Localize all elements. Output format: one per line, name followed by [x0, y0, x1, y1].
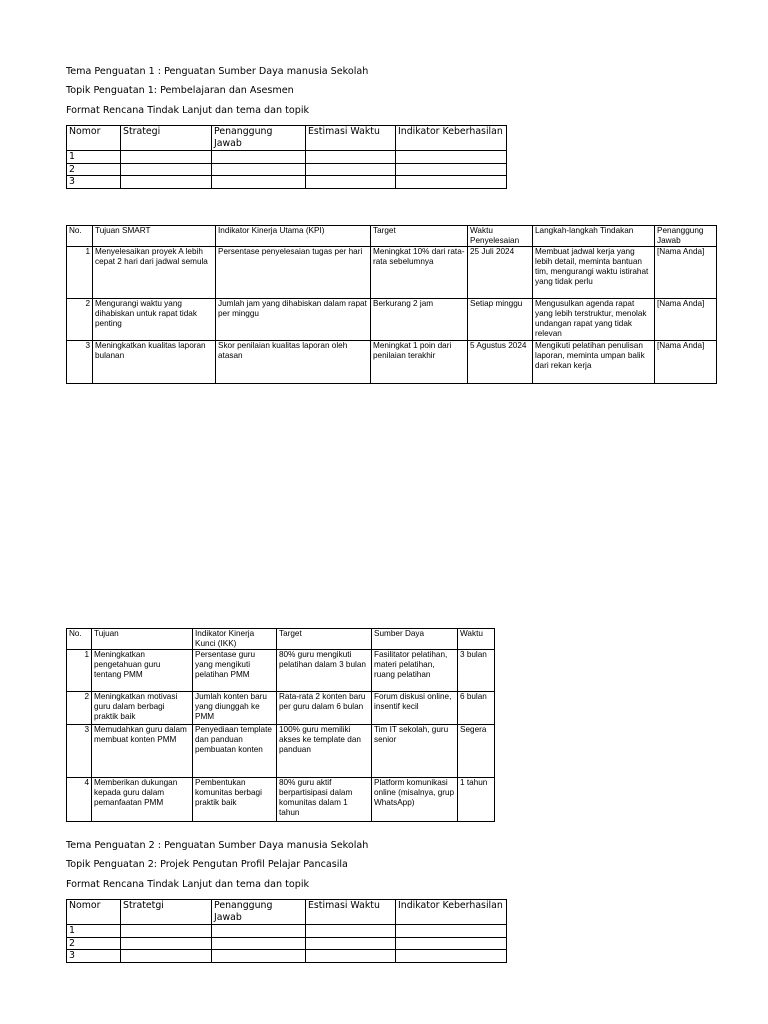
header-cell: Nomor — [67, 900, 121, 925]
table-cell — [396, 176, 507, 189]
table-cell: Forum diskusi online, insentif kecil — [372, 692, 458, 725]
table-cell: 1 — [67, 650, 92, 692]
table-cell — [212, 151, 306, 164]
table-cell: Jumlah jam yang dihabiskan dalam rapat per minggu — [216, 299, 371, 341]
header-cell: Langkah-langkah Tindakan — [533, 226, 655, 247]
table-cell: Membuat jadwal kerja yang lebih detail, meminta bantuan tim, mengurangi waktu istirahat yang tidak perlu — [533, 247, 655, 299]
header-cell: Indikator Kinerja Kunci (IKK) — [193, 629, 277, 650]
table-cell — [396, 163, 507, 176]
header-cell: Indikator Kinerja Utama (KPI) — [216, 226, 371, 247]
table-cell — [306, 950, 396, 963]
table-cell: Meningkat 1 poin dari penilaian terakhir — [371, 341, 468, 384]
header-cell: Target — [371, 226, 468, 247]
table-row — [67, 925, 507, 938]
table-cell: Mengusulkan agenda rapat yang lebih terstruktur, menolak undangan rapat yang tidak relevan — [533, 299, 655, 341]
table-cell: Meningkatkan motivasi guru dalam berbagi praktik baik — [92, 692, 193, 725]
table-cell: Memudahkan guru dalam membuat konten PMM — [92, 725, 193, 778]
table-cell — [212, 176, 306, 189]
smart-table — [66, 225, 717, 384]
table-cell: [Nama Anda] — [655, 247, 717, 299]
table-cell — [396, 925, 507, 938]
table-row — [67, 725, 495, 778]
section1-topik: Topik Penguatan 1: Pembelajaran dan Asesmen — [66, 85, 294, 96]
table-cell — [121, 163, 212, 176]
header-cell: Target — [277, 629, 372, 650]
table-cell: Platform komunikasi online (misalnya, grup WhatsApp) — [372, 778, 458, 822]
table-header-row — [67, 126, 507, 151]
table-cell: 1 — [67, 151, 121, 164]
table-cell — [306, 925, 396, 938]
table-cell: Mengurangi waktu yang dihabiskan untuk rapat tidak penting — [93, 299, 216, 341]
section2-topik: Topik Penguatan 2: Projek Pengutan Profil Pelajar Pancasila — [66, 859, 348, 870]
table-cell — [306, 176, 396, 189]
header-cell: Penanggung Jawab — [212, 900, 306, 925]
table-cell — [212, 163, 306, 176]
table-cell: Setiap minggu — [468, 299, 533, 341]
table-cell — [396, 151, 507, 164]
table-cell: 80% guru mengikuti pelatihan dalam 3 bulan — [277, 650, 372, 692]
rtl-table-2 — [66, 899, 507, 963]
table-cell: Skor penilaian kualitas laporan oleh atasan — [216, 341, 371, 384]
header-cell: Indikator Keberhasilan — [396, 126, 507, 151]
section1-tema: Tema Penguatan 1 : Penguatan Sumber Daya manusia Sekolah — [66, 66, 369, 77]
table-cell — [306, 163, 396, 176]
table-cell: Persentase guru yang mengikuti pelatihan PMM — [193, 650, 277, 692]
table-cell: 80% guru aktif berpartisipasi dalam komunitas dalam 1 tahun — [277, 778, 372, 822]
header-cell: Waktu Penyelesaian — [468, 226, 533, 247]
table-row — [67, 163, 507, 176]
table-header-row — [67, 629, 495, 650]
table-header-row — [67, 900, 507, 925]
table-cell: Segera — [458, 725, 495, 778]
header-cell: No. — [67, 226, 93, 247]
table-row — [67, 778, 495, 822]
header-cell: Nomor — [67, 126, 121, 151]
table-cell — [396, 937, 507, 950]
table-cell: 25 Juli 2024 — [468, 247, 533, 299]
header-cell: Indikator Keberhasilan — [396, 900, 507, 925]
header-cell: Tujuan SMART — [93, 226, 216, 247]
header-cell: Penanggung Jawab — [655, 226, 717, 247]
table-cell — [396, 950, 507, 963]
header-cell: Stratetgi — [121, 900, 212, 925]
table-cell: Meningkatkan pengetahuan guru tentang PMM — [92, 650, 193, 692]
table-cell — [212, 950, 306, 963]
table-cell: Berkurang 2 jam — [371, 299, 468, 341]
table-cell: Persentase penyelesaian tugas per hari — [216, 247, 371, 299]
table-row — [67, 650, 495, 692]
table-cell: Memberikan dukungan kepada guru dalam pemanfaatan PMM — [92, 778, 193, 822]
table-cell: [Nama Anda] — [655, 299, 717, 341]
table-cell: Menyelesaikan proyek A lebih cepat 2 hari dari jadwal semula — [93, 247, 216, 299]
table-cell: Pembentukan komunitas berbagi praktik baik — [193, 778, 277, 822]
table-cell: 6 bulan — [458, 692, 495, 725]
table-cell: Tim IT sekolah, guru senior — [372, 725, 458, 778]
table-row — [67, 341, 717, 384]
table-cell — [121, 925, 212, 938]
table-cell — [306, 937, 396, 950]
header-cell: Tujuan — [92, 629, 193, 650]
pmm-table — [66, 628, 495, 822]
table-row — [67, 692, 495, 725]
table-cell: 4 — [67, 778, 92, 822]
table-cell: 1 — [67, 925, 121, 938]
table-cell: Meningkatkan kualitas laporan bulanan — [93, 341, 216, 384]
table-cell: 2 — [67, 299, 93, 341]
header-cell: Strategi — [121, 126, 212, 151]
table-cell: 2 — [67, 937, 121, 950]
table-cell: Jumlah konten baru yang diunggah ke PMM — [193, 692, 277, 725]
section1-format: Format Rencana Tindak Lanjut dan tema dan topik — [66, 105, 310, 116]
table-row — [67, 247, 717, 299]
header-cell: Penanggung Jawab — [212, 126, 306, 151]
table-cell: 3 — [67, 950, 121, 963]
rtl-table-1 — [66, 125, 507, 189]
header-cell: Sumber Daya — [372, 629, 458, 650]
table-cell: 2 — [67, 692, 92, 725]
table-cell — [121, 176, 212, 189]
table-cell — [212, 937, 306, 950]
table-cell: 2 — [67, 163, 121, 176]
table-row — [67, 937, 507, 950]
table-cell: 3 — [67, 341, 93, 384]
table-cell: Meningkat 10% dari rata-rata sebelumnya — [371, 247, 468, 299]
table-cell: 5 Agustus 2024 — [468, 341, 533, 384]
table-cell — [121, 151, 212, 164]
table-row — [67, 151, 507, 164]
table-cell: 100% guru memiliki akses ke template dan panduan — [277, 725, 372, 778]
table-cell: 1 tahun — [458, 778, 495, 822]
header-cell: Estimasi Waktu — [306, 126, 396, 151]
table-cell — [306, 151, 396, 164]
table-cell — [121, 950, 212, 963]
table-cell — [121, 937, 212, 950]
header-cell: Waktu — [458, 629, 495, 650]
header-cell: Estimasi Waktu — [306, 900, 396, 925]
table-cell: Penyediaan template dan panduan pembuatan konten — [193, 725, 277, 778]
header-cell: No. — [67, 629, 92, 650]
table-cell — [212, 925, 306, 938]
table-row — [67, 950, 507, 963]
section2-format: Format Rencana Tindak Lanjut dan tema dan topik — [66, 879, 310, 890]
table-row — [67, 176, 507, 189]
table-cell: Mengikuti pelatihan penulisan laporan, meminta umpan balik dari rekan kerja — [533, 341, 655, 384]
table-cell: Fasilitator pelatihan, materi pelatihan, ruang pelatihan — [372, 650, 458, 692]
table-cell: 3 — [67, 725, 92, 778]
table-cell: [Nama Anda] — [655, 341, 717, 384]
table-cell: Rata-rata 2 konten baru per guru dalam 6 bulan — [277, 692, 372, 725]
table-cell: 3 — [67, 176, 121, 189]
table-cell: 1 — [67, 247, 93, 299]
table-row — [67, 299, 717, 341]
table-cell: 3 bulan — [458, 650, 495, 692]
section2-tema: Tema Penguatan 2 : Penguatan Sumber Daya manusia Sekolah — [66, 840, 369, 851]
table-header-row — [67, 226, 717, 247]
